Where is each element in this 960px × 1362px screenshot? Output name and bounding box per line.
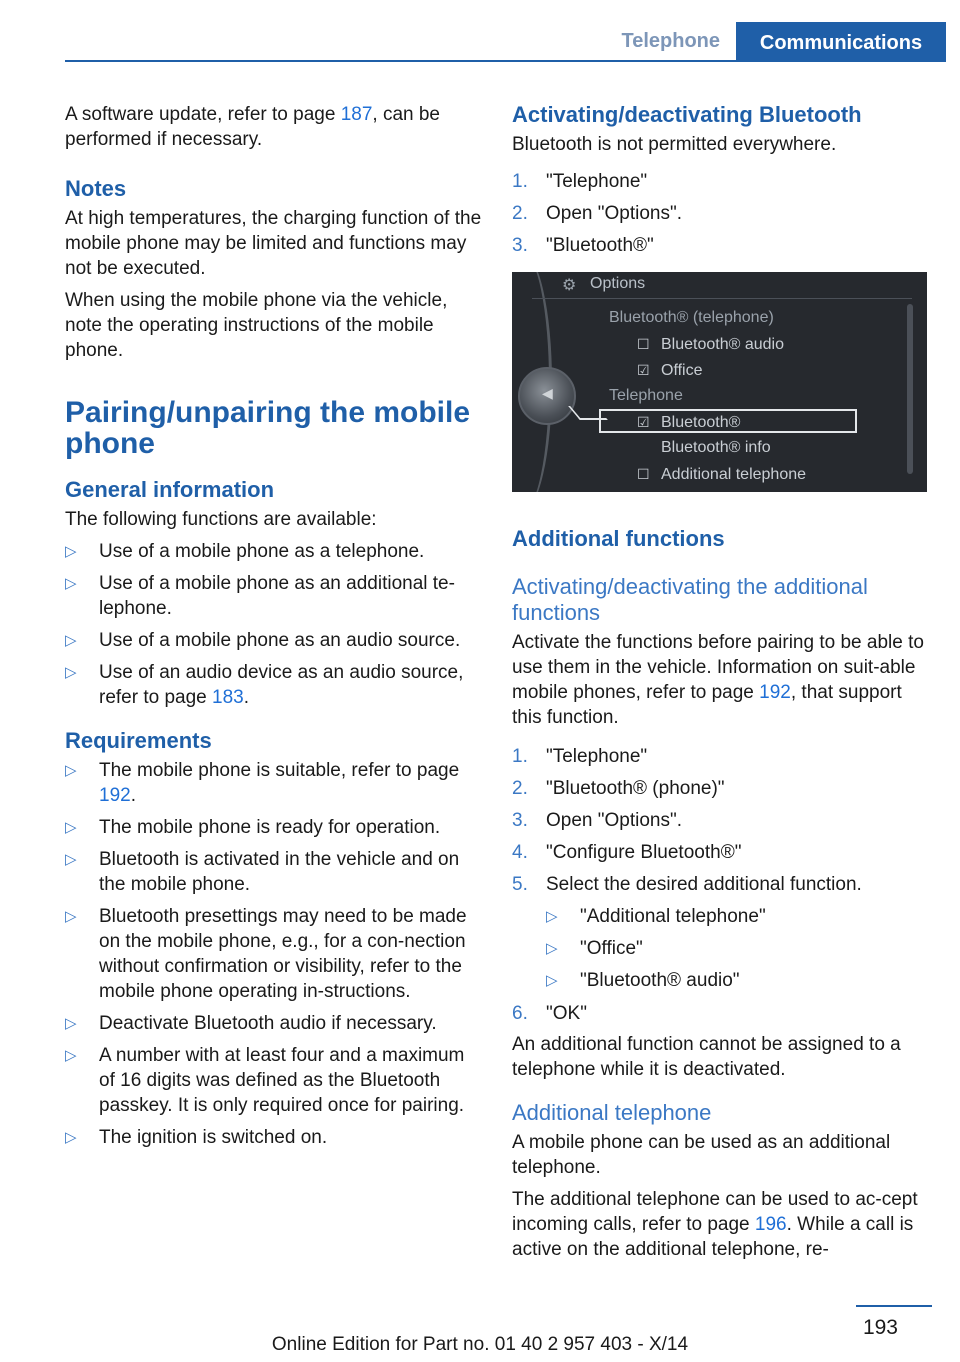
- page-link[interactable]: 183: [212, 687, 244, 708]
- requirements-list: [65, 758, 483, 1150]
- telephone-paragraph-2: The additional telephone can be used to ac‐cept incoming calls, refer to page 196. While a call is active on the additional telephone, re‐: [512, 1189, 918, 1260]
- page-link[interactable]: 196: [754, 1214, 787, 1235]
- footer-rule: [856, 1305, 932, 1307]
- list-item: ▷ Bluetooth presettings may need to be made on the mobile phone, e.g., for a con‐nection without confirmation or visibility, refer to the mobile phone operating in‐structions.: [65, 906, 467, 1002]
- notes-heading: Notes: [65, 176, 127, 201]
- checkbox-icon: ☐: [637, 466, 650, 482]
- additional-functions-heading: Additional functions: [512, 526, 725, 551]
- activate-additional-heading: Activating/deactivating the additional functions: [512, 574, 868, 625]
- left-arrow-icon: ◀: [542, 385, 553, 401]
- additional-note: An additional function cannot be assigned to a telephone while it is deactivated.: [512, 1034, 901, 1080]
- section-heading: Pairing/unpairing the mobile phone: [65, 396, 471, 460]
- options-screen-image: [512, 272, 927, 492]
- list-item: ▷ Use of a mobile phone as a telephone.: [65, 541, 425, 562]
- screen-row: Bluetooth® info: [661, 439, 771, 456]
- list-item: 1. "Telephone": [512, 746, 648, 767]
- list-item: 3. Open "Options".: [512, 810, 683, 831]
- general-list: [65, 539, 483, 710]
- intro-paragraph: A software update, refer to page 187, can be performed if necessary.: [65, 104, 440, 150]
- header-rule: [65, 60, 946, 62]
- list-item: ▷ Use of an audio device as an audio source, refer to page 183.: [65, 662, 464, 708]
- options-icon: ⚙: [562, 277, 577, 294]
- chapter-tab: Communications: [736, 22, 946, 62]
- page-number: 193: [862, 1316, 898, 1339]
- screen-title: Options: [590, 275, 646, 292]
- list-item: ▷ The mobile phone is ready for operation.: [65, 817, 441, 838]
- activate-intro: Bluetooth is not permitted everywhere.: [512, 134, 837, 155]
- right-column: [512, 102, 932, 1269]
- selection-highlight: [599, 409, 857, 433]
- general-heading: General information: [65, 477, 275, 502]
- additional-telephone-heading: Additional telephone: [512, 1100, 712, 1125]
- list-item: ▷ "Office": [546, 938, 643, 959]
- additional-sub-list: [546, 904, 932, 993]
- screen-row: ☐ Bluetooth® audio: [637, 333, 784, 356]
- edition-footer: Online Edition for Part no. 01 40 2 957 403 - X/14: [271, 1334, 689, 1355]
- screen-row: ☑ Bluetooth®: [637, 411, 740, 434]
- screen-row: Bluetooth® (telephone): [609, 309, 774, 326]
- list-item: ▷ Deactivate Bluetooth audio if necessary.: [65, 1013, 437, 1034]
- list-item: 4. "Configure Bluetooth®": [512, 842, 742, 863]
- list-item: ▷ Use of a mobile phone as an audio source.: [65, 630, 461, 651]
- page-link[interactable]: 192: [759, 682, 791, 703]
- section-tab: Telephone: [621, 30, 720, 52]
- activate-steps: [512, 169, 932, 258]
- list-item: 3. "Bluetooth®": [512, 235, 654, 256]
- notes-paragraph-1: At high temperatures, the charging function of the mobile phone may be limited and functions may not be executed.: [65, 208, 482, 279]
- additional-paragraph: Activate the functions before pairing to be able to use them in the vehicle. Information on suit‐able mobile phones, refer to page 192, that support this function.: [512, 632, 924, 728]
- list-item: ▷ "Additional telephone": [546, 906, 766, 927]
- checkbox-checked-icon: ☑: [637, 362, 650, 378]
- notes-paragraph-2: When using the mobile phone via the vehicle, note the operating instructions of the mobile phone.: [65, 290, 448, 361]
- list-item: 2. Open "Options".: [512, 203, 683, 224]
- list-item: ▷ "Bluetooth® audio": [546, 970, 740, 991]
- left-column: [65, 102, 483, 1158]
- activate-bluetooth-heading: Activating/deactivating Bluetooth: [512, 102, 862, 127]
- telephone-paragraph-1: A mobile phone can be used as an additional telephone.: [512, 1132, 891, 1178]
- list-item: ▷ The ignition is switched on.: [65, 1127, 328, 1148]
- screen-scrollbar: [907, 304, 913, 474]
- screen-row: ☑ Office: [637, 359, 703, 382]
- checkbox-icon: ☐: [637, 336, 650, 352]
- list-item: 6. "OK": [512, 1003, 587, 1024]
- list-item: 1. "Telephone": [512, 171, 648, 192]
- screen-divider: [532, 298, 912, 299]
- page-link[interactable]: 192: [99, 785, 131, 806]
- list-item: ▷ The mobile phone is suitable, refer to page 192.: [65, 760, 460, 806]
- checkbox-checked-icon: ☑: [637, 414, 650, 430]
- page-link[interactable]: 187: [340, 104, 373, 125]
- general-intro: The following functions are available:: [65, 509, 377, 530]
- screen-row: ☐ Additional telephone: [637, 463, 806, 486]
- list-item: 5. Select the desired additional function. ▷ "Additional telephone" ▷ "Office" ▷ "Bluetooth® audio": [512, 872, 932, 993]
- screen-row: Telephone: [609, 387, 683, 404]
- requirements-heading: Requirements: [65, 728, 212, 753]
- additional-steps: [512, 744, 932, 1026]
- list-item: 2. "Bluetooth® (phone)": [512, 778, 725, 799]
- list-item: ▷ Bluetooth is activated in the vehicle and on the mobile phone.: [65, 849, 460, 895]
- list-item: ▷ Use of a mobile phone as an additional te‐lephone.: [65, 573, 455, 619]
- list-item: ▷ A number with at least four and a maximum of 16 digits was defined as the Bluetooth passkey. It is only required once for pairing.: [65, 1045, 465, 1116]
- page-header: [0, 0, 960, 62]
